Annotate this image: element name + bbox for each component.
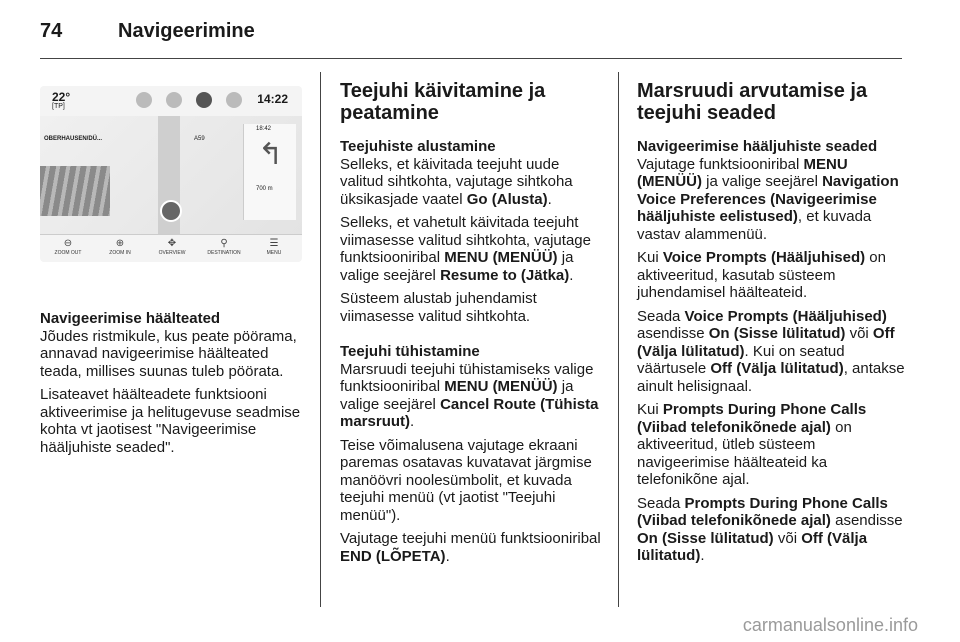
menu-icon: ☰ <box>269 238 279 249</box>
navigation-icon <box>196 92 212 108</box>
temperature: 22° <box>52 90 71 104</box>
overview-icon: ✥ <box>167 238 177 249</box>
cancel-paragraph-1: Marsruudi teejuhi tühistamiseks valige funktsiooniribal MENU (MENÜÜ) ja valige seejärel Cancel Route (Tühista marsruut). <box>340 360 599 430</box>
settings-paragraph-2: Kui Voice Prompts (Hääljuhised) on aktiveeritud, kasutab süsteem juhendamisel häälteateid. <box>637 249 886 301</box>
route-settings-title: Marsruudi arvutamise ja teejuhi seaded <box>637 80 868 124</box>
zoom-out-label: ZOOM OUT <box>54 250 82 256</box>
page-number: 74 <box>40 20 63 42</box>
start-guidance-heading: Teejuhiste alustamine <box>340 138 496 155</box>
destination-button <box>198 237 250 256</box>
arrival-time: 18:42 <box>256 126 272 132</box>
watermark: carmanualsonline.info <box>742 615 918 635</box>
tp-label: [TP] <box>52 103 65 110</box>
turn-panel <box>243 124 296 220</box>
zoom-out-button <box>42 237 94 256</box>
destination-label: DESTINATION <box>207 250 241 256</box>
overview-label: OVERVIEW <box>158 250 186 256</box>
column-3 <box>637 80 907 571</box>
column-divider-1 <box>320 72 321 607</box>
turn-distance: 700 m <box>256 186 273 192</box>
start-paragraph-3: Süsteem alustab juhendamist viimasesse valitud sihtkohta. <box>340 290 537 325</box>
chapter-title: Navigeerimine <box>118 20 255 42</box>
road-label: A59 <box>194 136 205 142</box>
voice-prompts-paragraph-2: Lisateavet häälteadete funktsiooni aktiveerimise ja helitugevuse seadmise kohta vt jaotisest "Navigeerimise hääljuhiste seaded". <box>40 386 301 456</box>
settings-paragraph-5: Seada Prompts During Phone Calls (Viibad telefonikõnede ajal) asendisse On (Sisse lülitatud) või Off (Välja lülitatud). <box>637 494 903 564</box>
overview-button <box>146 237 198 256</box>
cancel-guidance-heading: Teejuhi tühistamine <box>340 343 480 360</box>
column-2 <box>340 80 606 571</box>
zoom-in-icon: ⊕ <box>115 238 125 249</box>
menu-button <box>248 237 300 256</box>
music-icon <box>136 92 152 108</box>
start-paragraph-1: Selleks, et käivitada teejuht uude valitud sihtkohta, vajutage sihtkoha üksikasjade vaatel Go (Alusta). <box>340 155 573 208</box>
screen-bottom-bar <box>40 234 302 262</box>
menu-label: MENU <box>266 250 282 256</box>
screen-top-bar <box>40 86 302 117</box>
settings-paragraph-4: Kui Prompts During Phone Calls (Viibad telefonikõnede ajal) on aktiveeritud, ütleb süsteem navigeerimise häälteateid ka telefonikõne ajal. <box>637 401 867 488</box>
zoom-in-button <box>94 237 146 256</box>
zoom-in-label: ZOOM IN <box>109 250 131 256</box>
map-view <box>40 116 302 234</box>
navigation-screen-image <box>40 86 302 262</box>
clock: 14:22 <box>257 92 288 106</box>
column-1 <box>40 310 308 462</box>
apps-icon <box>226 92 242 108</box>
voice-prompts-heading: Navigeerimise häälteated <box>40 310 221 327</box>
header-rule <box>40 58 902 59</box>
cancel-paragraph-3: Vajutage teejuhi menüü funktsiooniribal END (LÕPETA). <box>340 530 601 565</box>
phone-icon <box>166 92 182 108</box>
city-label: OBERHAUSEN/DÜ... <box>44 136 103 142</box>
settings-paragraph-3: Seada Voice Prompts (Hääljuhised) asendisse On (Sisse lülitatud) või Off (Välja lülitatud). Kui on seatud väärtusele Off (Välja lülitatud), antakse ainult helisignaal. <box>637 307 905 395</box>
vehicle-position-marker <box>160 200 182 222</box>
guidance-section-title: Teejuhi käivitamine ja peatamine <box>340 80 546 124</box>
settings-paragraph-1: Vajutage funktsiooniribal MENU (MENÜÜ) ja valige seejärel Navigation Voice Preferences (Navigeerimise hääljuhiste eelistused), et kuvada vastav alammenüü. <box>637 155 899 243</box>
voice-prompts-paragraph-1: Jõudes ristmikule, kus peate pöörama, annavad navigeerimise häälteated teada, millises suunas tuleb pöörata. <box>40 327 297 380</box>
zoom-out-icon: ⊖ <box>63 238 73 249</box>
column-divider-2 <box>618 72 619 607</box>
start-paragraph-2: Selleks, et vahetult käivitada teejuht viimasesse valitud sihtkohta, vajutage funktsiooniribal MENU (MENÜÜ) ja valige seejärel Resume to (Jätka). <box>340 214 591 284</box>
voice-settings-heading: Navigeerimise hääljuhiste seaded <box>637 138 878 155</box>
cancel-paragraph-2: Teise võimalusena vajutage ekraani paremas osatavas kuvatavat järgmise manöövri noolesümbolit, et kuvada teejuhi menüü (vt jaotist "Teejuhi menüü"). <box>340 436 592 524</box>
turn-left-arrow-icon: ↰ <box>258 138 284 171</box>
destination-icon: ⚲ <box>220 238 228 249</box>
lane-view <box>40 166 110 216</box>
